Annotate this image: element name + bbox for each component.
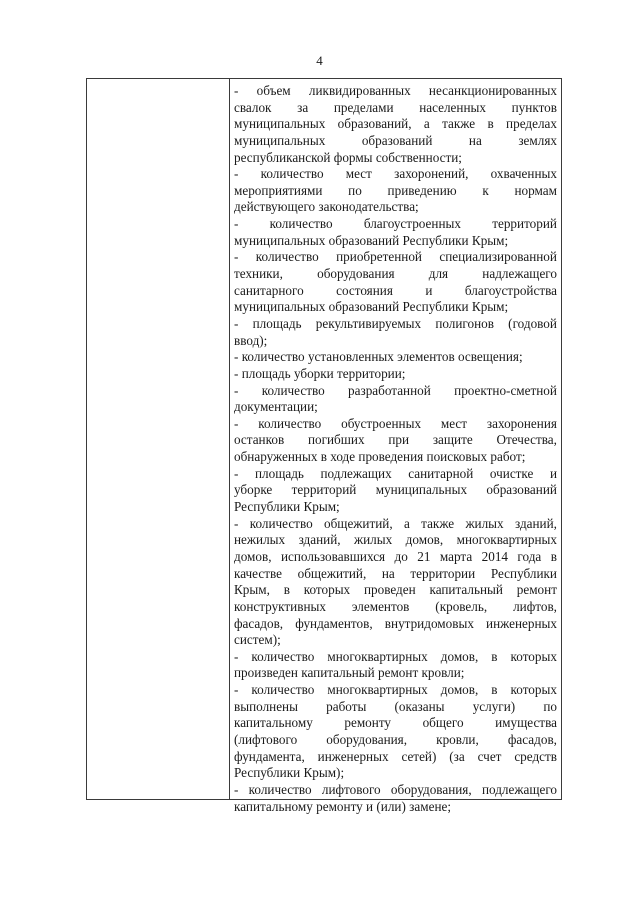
word: капитальный bbox=[429, 582, 503, 598]
word: пределами bbox=[333, 99, 394, 115]
text-line bbox=[234, 599, 557, 616]
text-line bbox=[234, 233, 557, 250]
word: санитарной bbox=[408, 465, 474, 481]
word: очистке bbox=[489, 465, 534, 481]
word: в bbox=[550, 548, 557, 564]
word: и bbox=[425, 282, 433, 298]
word: разработанной bbox=[348, 382, 431, 398]
column-divider bbox=[229, 79, 230, 799]
table-content-cell bbox=[234, 83, 557, 815]
word: захоронения bbox=[486, 415, 557, 431]
word: 2014 bbox=[481, 548, 508, 564]
text-line bbox=[234, 333, 557, 350]
word: также bbox=[421, 515, 455, 531]
word: Отечества, bbox=[496, 432, 557, 448]
word: инженерных bbox=[486, 615, 557, 631]
word: жилых bbox=[465, 515, 504, 531]
text-line bbox=[234, 632, 557, 649]
text-line bbox=[234, 366, 557, 383]
word: пределах bbox=[506, 116, 557, 132]
word: - bbox=[234, 315, 239, 331]
word: республиканской формы собственности; bbox=[234, 149, 462, 165]
word: останков bbox=[234, 432, 285, 448]
word: а bbox=[403, 515, 410, 531]
text-line bbox=[234, 449, 557, 466]
text-line bbox=[234, 616, 557, 633]
word: количество bbox=[251, 682, 315, 698]
text-line bbox=[234, 682, 557, 699]
word: внутридомовых bbox=[384, 615, 474, 631]
word: подлежащего bbox=[481, 781, 557, 797]
word: населенных bbox=[419, 99, 486, 115]
word: домов, bbox=[405, 532, 444, 548]
word: уборке bbox=[234, 482, 273, 498]
word: мест bbox=[440, 415, 468, 431]
word: произведен капитальный ремонт кровли; bbox=[234, 665, 465, 681]
word: к bbox=[482, 182, 489, 198]
word: муниципальных bbox=[234, 132, 326, 148]
word: количество bbox=[261, 382, 325, 398]
word: которых bbox=[510, 648, 557, 664]
word: (годовой bbox=[508, 315, 557, 331]
word: полигонов bbox=[435, 315, 494, 331]
word: средств bbox=[514, 748, 557, 764]
word: несанкционированных bbox=[428, 83, 557, 98]
document-table bbox=[86, 78, 562, 814]
word: общежитий, bbox=[324, 515, 393, 531]
word: многоквартирных bbox=[327, 648, 428, 664]
word: землях bbox=[518, 132, 557, 148]
word: проведен bbox=[363, 582, 416, 598]
word: в bbox=[491, 648, 498, 664]
word: нормам bbox=[514, 182, 557, 198]
word: санитарного bbox=[234, 282, 304, 298]
text-line bbox=[234, 216, 557, 233]
text-line bbox=[234, 199, 557, 216]
word: марта bbox=[439, 548, 473, 564]
word: количество bbox=[258, 415, 322, 431]
word: Республики bbox=[490, 565, 557, 581]
word: благоустроенных bbox=[363, 216, 461, 232]
text-line bbox=[234, 582, 557, 599]
word: Республики Крым; bbox=[234, 499, 340, 515]
text-line bbox=[234, 399, 557, 416]
text-line bbox=[234, 499, 557, 516]
word: - bbox=[234, 216, 239, 232]
text-line bbox=[234, 665, 557, 682]
word: количество bbox=[249, 515, 313, 531]
text-line bbox=[234, 249, 557, 266]
word: лифтов, bbox=[513, 598, 557, 614]
text-line bbox=[234, 116, 557, 133]
text-line bbox=[234, 765, 557, 782]
word: муниципальных bbox=[375, 482, 468, 498]
word: мест bbox=[345, 166, 372, 182]
word: образований, bbox=[337, 116, 412, 132]
word: по bbox=[543, 698, 557, 714]
word: на bbox=[468, 132, 482, 148]
word: площадь bbox=[254, 465, 304, 481]
word: обустроенных bbox=[341, 415, 422, 431]
word: домов, bbox=[234, 548, 272, 564]
word: жилых bbox=[354, 532, 393, 548]
word: (кровель, bbox=[435, 598, 488, 614]
word: (лифтового bbox=[234, 731, 298, 747]
word: ликвидированных bbox=[308, 83, 411, 98]
word: до bbox=[394, 548, 408, 564]
word: капитальному bbox=[234, 715, 313, 731]
word: также bbox=[442, 116, 476, 132]
word: фундаментов, bbox=[295, 615, 373, 631]
text-line bbox=[234, 482, 557, 499]
word: и bbox=[549, 465, 557, 481]
word: общего bbox=[422, 715, 464, 731]
word: - bbox=[234, 415, 239, 431]
text-line bbox=[234, 349, 557, 366]
word: кровли, bbox=[436, 731, 479, 747]
word: нежилых bbox=[234, 532, 286, 548]
word: действующего законодательства; bbox=[234, 199, 419, 215]
word: оборудования, bbox=[390, 781, 472, 797]
word: систем); bbox=[234, 632, 281, 648]
word: приведению bbox=[387, 182, 457, 198]
text-line bbox=[234, 100, 557, 117]
text-line bbox=[234, 383, 557, 400]
word: зданий, bbox=[514, 515, 557, 531]
text-line bbox=[234, 83, 557, 100]
word: конструктивных bbox=[234, 598, 326, 614]
word: территории bbox=[410, 565, 476, 581]
word: рекультивируемых bbox=[315, 315, 422, 331]
word: использовавшихся bbox=[280, 548, 386, 564]
text-line bbox=[234, 649, 557, 666]
word: элементов bbox=[351, 598, 410, 614]
word: ввод); bbox=[234, 332, 268, 348]
word: защите bbox=[432, 432, 473, 448]
word: которых bbox=[303, 582, 351, 598]
word: муниципальных образований Республики Крым; bbox=[234, 299, 509, 315]
word: количество bbox=[260, 166, 324, 182]
table-left-cell bbox=[87, 79, 229, 799]
word: счет bbox=[477, 748, 502, 764]
word: - bbox=[234, 515, 239, 531]
word: в bbox=[487, 116, 494, 132]
word: многоквартирных bbox=[327, 682, 428, 698]
word: ремонт bbox=[516, 582, 557, 598]
word: подлежащих bbox=[320, 465, 392, 481]
text-line bbox=[234, 166, 557, 183]
word: погибших bbox=[307, 432, 365, 448]
word: - bbox=[234, 249, 239, 265]
word: - bbox=[234, 465, 239, 481]
word: в bbox=[491, 682, 498, 698]
word: выполнены bbox=[234, 698, 298, 714]
word: имущества bbox=[495, 715, 557, 731]
word: специализированной bbox=[439, 249, 557, 265]
word: количество bbox=[255, 249, 319, 265]
text-line bbox=[234, 516, 557, 533]
text-line bbox=[234, 715, 557, 732]
word: образований bbox=[361, 132, 433, 148]
text-line bbox=[234, 133, 557, 150]
word: пунктов bbox=[511, 99, 557, 115]
word: при bbox=[388, 432, 410, 448]
word: лифтового bbox=[321, 781, 381, 797]
text-line bbox=[234, 466, 557, 483]
word: фасадов, bbox=[234, 615, 284, 631]
word: капитальному ремонту и (или) замене; bbox=[234, 798, 452, 814]
word: зданий, bbox=[298, 532, 341, 548]
text-line bbox=[234, 532, 557, 549]
word: (оказаны bbox=[394, 698, 445, 714]
word: ремонту bbox=[344, 715, 392, 731]
text-line bbox=[234, 782, 557, 799]
text-line bbox=[234, 316, 557, 333]
text-line bbox=[234, 183, 557, 200]
word: благоустройства bbox=[464, 282, 557, 298]
word: - bbox=[234, 781, 239, 797]
word: работы bbox=[326, 698, 367, 714]
word: техники, bbox=[234, 266, 283, 282]
word: - площадь уборки территории; bbox=[234, 365, 406, 381]
word: оборудования bbox=[317, 266, 395, 282]
word: на bbox=[381, 565, 395, 581]
word: домов, bbox=[440, 682, 479, 698]
word: качестве bbox=[234, 565, 282, 581]
word: фасадов, bbox=[507, 731, 557, 747]
word: надлежащего bbox=[482, 266, 557, 282]
word: за bbox=[297, 99, 309, 115]
text-line bbox=[234, 566, 557, 583]
word: инженерных bbox=[317, 748, 389, 764]
word: обнаруженных в ходе проведения поисковых работ; bbox=[234, 449, 526, 465]
word: территорий bbox=[492, 216, 557, 232]
text-line bbox=[234, 432, 557, 449]
word: - bbox=[234, 648, 239, 664]
word: сетей) bbox=[401, 748, 437, 764]
word: общежитий, bbox=[297, 565, 367, 581]
word: домов, bbox=[440, 648, 479, 664]
text-line bbox=[234, 266, 557, 283]
word: - bbox=[234, 682, 239, 698]
word: которых bbox=[510, 682, 557, 698]
word: года bbox=[517, 548, 542, 564]
word: в bbox=[283, 582, 290, 598]
text-line bbox=[234, 150, 557, 167]
text-line bbox=[234, 799, 557, 816]
word: для bbox=[428, 266, 449, 282]
word: Республики Крым); bbox=[234, 765, 345, 781]
word: территорий bbox=[291, 482, 357, 498]
word: количество bbox=[269, 216, 333, 232]
word: проектно-сметной bbox=[454, 382, 557, 398]
word: приобретенной bbox=[336, 249, 422, 265]
word: многоквартирных bbox=[456, 532, 557, 548]
word: (за bbox=[449, 748, 465, 764]
word: документации; bbox=[234, 399, 318, 415]
text-line bbox=[234, 699, 557, 716]
word: захоронений, bbox=[394, 166, 469, 182]
word: муниципальных bbox=[234, 116, 326, 132]
text-line bbox=[234, 283, 557, 300]
word: Крым, bbox=[234, 582, 270, 598]
word: объем bbox=[256, 83, 291, 98]
word: свалок bbox=[234, 99, 272, 115]
word: - количество установленных элементов освещения; bbox=[234, 349, 523, 365]
word: по bbox=[348, 182, 362, 198]
word: мероприятиями bbox=[234, 182, 323, 198]
word: площадь bbox=[252, 315, 302, 331]
word: образований bbox=[486, 482, 557, 498]
word: количество bbox=[251, 648, 315, 664]
word: - bbox=[234, 166, 239, 182]
word: услуги) bbox=[472, 698, 516, 714]
word: - bbox=[234, 382, 239, 398]
page-number: 4 bbox=[316, 53, 323, 68]
text-line bbox=[234, 299, 557, 316]
word: количество bbox=[248, 781, 312, 797]
text-line bbox=[234, 416, 557, 433]
word: охваченных bbox=[490, 166, 557, 182]
word: а bbox=[423, 116, 430, 132]
word: состояния bbox=[336, 282, 393, 298]
text-line bbox=[234, 749, 557, 766]
word: фундамента, bbox=[234, 748, 305, 764]
text-line bbox=[234, 732, 557, 749]
word: 21 bbox=[417, 548, 431, 564]
word: муниципальных образований Республики Крым; bbox=[234, 232, 509, 248]
word: - bbox=[234, 83, 239, 98]
word: оборудования, bbox=[326, 731, 408, 747]
text-line bbox=[234, 549, 557, 566]
